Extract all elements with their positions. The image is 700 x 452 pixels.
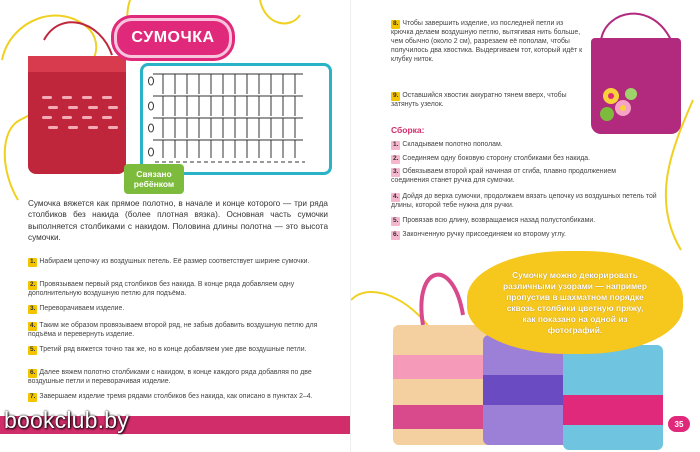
right-page [350,0,700,452]
assembly-step-2: 2. Соединяем одну боковую сторону столбиками без накида. [393,155,591,162]
step-4: 4. Таким же образом провязываем второй ряд, не забыв добавить воздушную петлю для подъёма и перевернуть изделие. [28,322,318,338]
step-2: 2. Провязываем первый ряд столбиков без накида. В конце ряда добавляем одну дополнительную воздушную петлю для подъёма. [28,281,295,297]
step-5: 5. Третий ряд вяжется точно так же, но в конце добавляем уже две воздушные петли. [30,346,307,353]
crochet-symbols [143,66,329,172]
page-title: СУМОЧКА [114,18,232,58]
step-3: 3. Переворачиваем изделие. [30,305,125,312]
step-8: 8. Чтобы завершить изделие, из последней петли из крючка делаем воздушную петлю, вытягивая нить больше, чем обычно (около 2 см), разрезаем её пополам, чтобы получилось два хвостика. Выдергиваем тот, который идёт к клубку ниток. [391,20,583,63]
watermark: bookclub.by [4,407,129,433]
assembly-step-4: 4. Дойдя до верха сумочки, продолжаем вязать цепочку из воздушных петель той длины, которой тебе нужна для ручки. [391,193,657,209]
assembly-step-6: 6. Законченную ручку присоединяем ко второму углу. [393,231,566,238]
assembly-step-1: 1. Складываем полотно пополам. [393,141,503,148]
purple-bag-image [591,38,681,134]
step-6: 6. Далее вяжем полотно столбиками с накидом, в конце каждого ряда добавляя по две воздушные петли и переворачивая изделие. [28,369,312,385]
flower-decoration [591,38,681,134]
step-9: 9. Оставшийся хвостик аккуратно тянем вверх, чтобы затянуть узелок. [391,92,567,108]
step-1: 1. Набираем цепочку из воздушных петель. Её размер соответствует ширине сумочки. [30,258,310,265]
assembly-step-3: 3. Обвязываем второй край начиная от сгиба, плавно продолжением соединения станет ручка для сумочки. [391,168,616,184]
page-number: 35 [668,416,690,432]
made-by-child-badge: Связано ребёнком [124,164,184,194]
decoration-tip: Сумочку можно декорировать различными узорами — например пропустив в шахматном порядке сквозь столбики цветную пряжу, как показано на одной из фотографий. [467,251,683,354]
step-7: 7. Завершаем изделие тремя рядами столбиков без накида, как описано в пунктах 2–4. [30,393,313,400]
crochet-diagram [140,63,332,175]
red-bag-image [28,56,126,174]
assembly-step-5: 5. Провязав всю длину, возвращаемся назад полустолбиками. [393,217,596,224]
assembly-title: Сборка: [391,125,425,135]
intro-text: Сумочка вяжется как прямое полотно, в начале и конце которого — три ряда столбиков без накида (более плотная вязка). Основная часть сумочки выполняется столбиками с накидом. Половина длины полотна — это высота сумочки. [28,199,328,243]
